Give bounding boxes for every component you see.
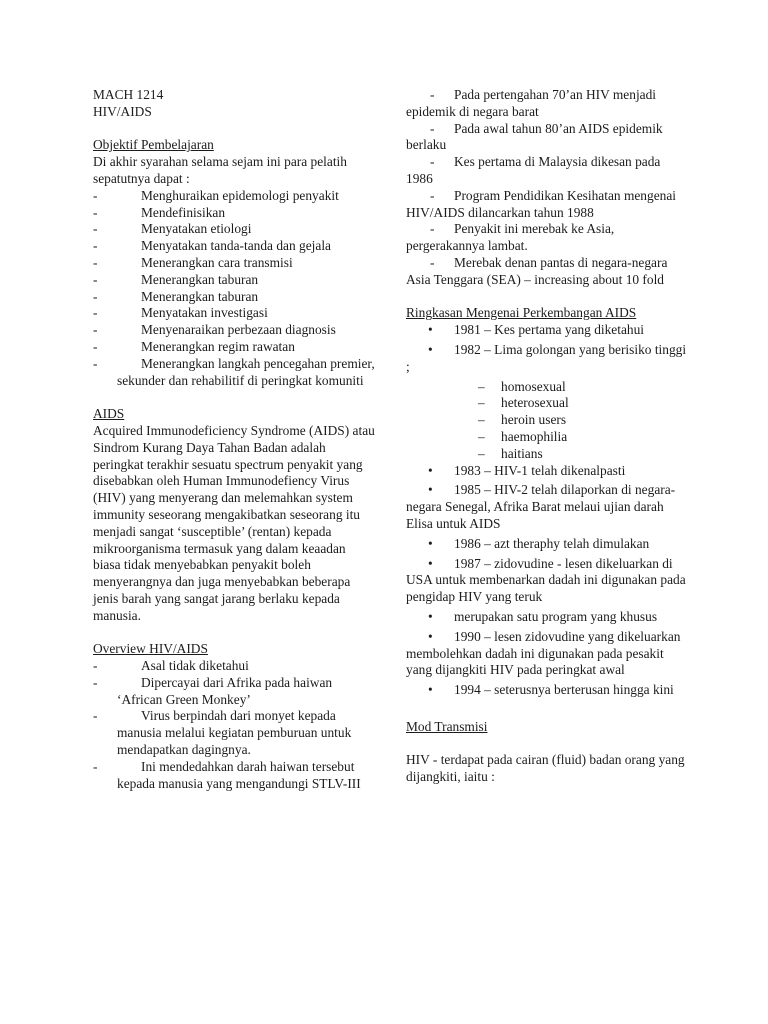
overview-list [93,658,375,792]
list-item: • 1982 – Lima golongan yang berisiko tinggi ; [406,341,687,374]
list-item: • 1983 – HIV-1 telah dikenalpasti [428,462,626,478]
list-item: • 1994 – seterusnya berterusan hingga kini [428,682,674,698]
list-item: - Menghuraikan epidemologi penyakit [93,187,339,203]
list-item: - Pada pertengahan 70’an HIV menjadi epidemik di negara barat [406,87,657,119]
list-item: - Mendefinisikan [93,204,226,220]
list-item: - Merebak denan pantas di negara-negara Asia Tenggara (SEA) – increasing about 10 fold [406,254,668,287]
list-item: - Menerangkan regim rawatan [93,338,295,354]
mod-transmisi-paragraph: HIV - terdapat pada cairan (fluid) badan orang yang dijangkiti, iaitu : [406,752,685,785]
document-title: HIV/AIDS [93,103,152,119]
list-item: • 1986 – azt theraphy telah dimulakan [428,535,650,551]
overview-heading: Overview HIV/AIDS [93,641,208,657]
list-item: - Kes pertama di Malaysia dikesan pada 1986 [406,154,661,186]
list-item: • 1981 – Kes pertama yang diketahui [428,322,645,338]
mod-transmisi-heading: Mod Transmisi [406,718,488,734]
course-code: MACH 1214 [93,87,164,102]
list-item: - Virus berpindah dari monyet kepada manusia melalui kegiatan pemburuan untuk mendapatkan dagingnya. [93,708,352,758]
list-item: – homosexual [478,378,566,394]
list-item: - Menerangkan cara transmisi [93,254,293,270]
list-item: – haemophilia [478,428,568,444]
list-item: - Asal tidak diketahui [93,658,249,674]
list-item: - Menerangkan taburan [93,271,259,287]
list-item: - Menyenaraikan perbezaan diagnosis [93,322,336,338]
list-item: - Menerangkan taburan [93,288,259,304]
objektif-intro: Di akhir syarahan selama sejam ini para pelatih sepatutnya dapat : [93,154,347,186]
list-item: – heterosexual [478,395,569,411]
list-item: – heroin users [478,412,567,428]
list-item: - Pada awal tahun 80’an AIDS epidemik berlaku [406,120,663,153]
ringkasan-heading: Ringkasan Mengenai Perkembangan AIDS [406,305,637,321]
list-item: • 1985 – HIV-2 telah dilaporkan di negara-negara Senegal, Afrika Barat melaui ujian darah Elisa untuk AIDS [406,482,676,531]
list-item: - Menerangkan langkah pencegahan premier, sekunder dan rehabilitif di peringkat komuniti [93,355,375,388]
list-item: - Menyatakan etiologi [93,221,252,237]
aids-heading: AIDS [93,406,125,422]
list-item: - Penyakit ini merebak ke Asia, pergerakannya lambat. [406,221,615,254]
list-item: - Program Pendidikan Kesihatan mengenai HIV/AIDS dilancarkan tahun 1988 [406,187,677,220]
list-item: – haitians [478,445,543,461]
list-item: • 1990 – lesen zidovudine yang dikeluarkan membolehkan dadah ini digunakan pada pesakit yang dijangkiti HIV pada peringkat awal [406,628,681,678]
list-item: - Menyatakan investigasi [93,305,268,321]
objektif-heading: Objektif Pembelajaran [93,137,214,153]
left-column [93,87,375,792]
overview-continued-list [406,87,688,289]
risk-group-list [406,379,688,463]
objektif-list [93,188,375,390]
ringkasan-list [406,322,688,699]
list-item: • merupakan satu program yang khusus [428,608,658,624]
list-item: - Menyatakan tanda-tanda dan gejala [93,238,331,254]
list-item: • 1987 – zidovudine - lesen dikeluarkan di USA untuk membenarkan dadah ini digunakan pada pengidap HIV yang teruk [406,555,686,605]
right-column [406,87,688,786]
list-item: - Ini mendedahkan darah haiwan tersebut kepada manusia yang mengandungi STLV-III [93,758,361,791]
list-item: - Dipercayai dari Afrika pada haiwan ‘African Green Monkey’ [93,674,333,707]
aids-paragraph: Acquired Immunodeficiency Syndrome (AIDS) atau Sindrom Kurang Daya Tahan Badan adalah peringkat terakhir sesuatu spectrum penyakit yang disebabkan oleh Human Immunodefiency Virus (HIV) yang menyerang dan melemahkan system immunity seseorang mengakibatkan seseorang itu menjadi sangat ‘susceptible’ (rentan) kepada mikroorganisma termasuk yang dalam keaadan biasa tidak menyebabkan penyakit boleh menyerangnya dan juga menyebabkan beberapa jenis barah yang sangat jarang berlaku kepada manusia. [93,422,375,623]
